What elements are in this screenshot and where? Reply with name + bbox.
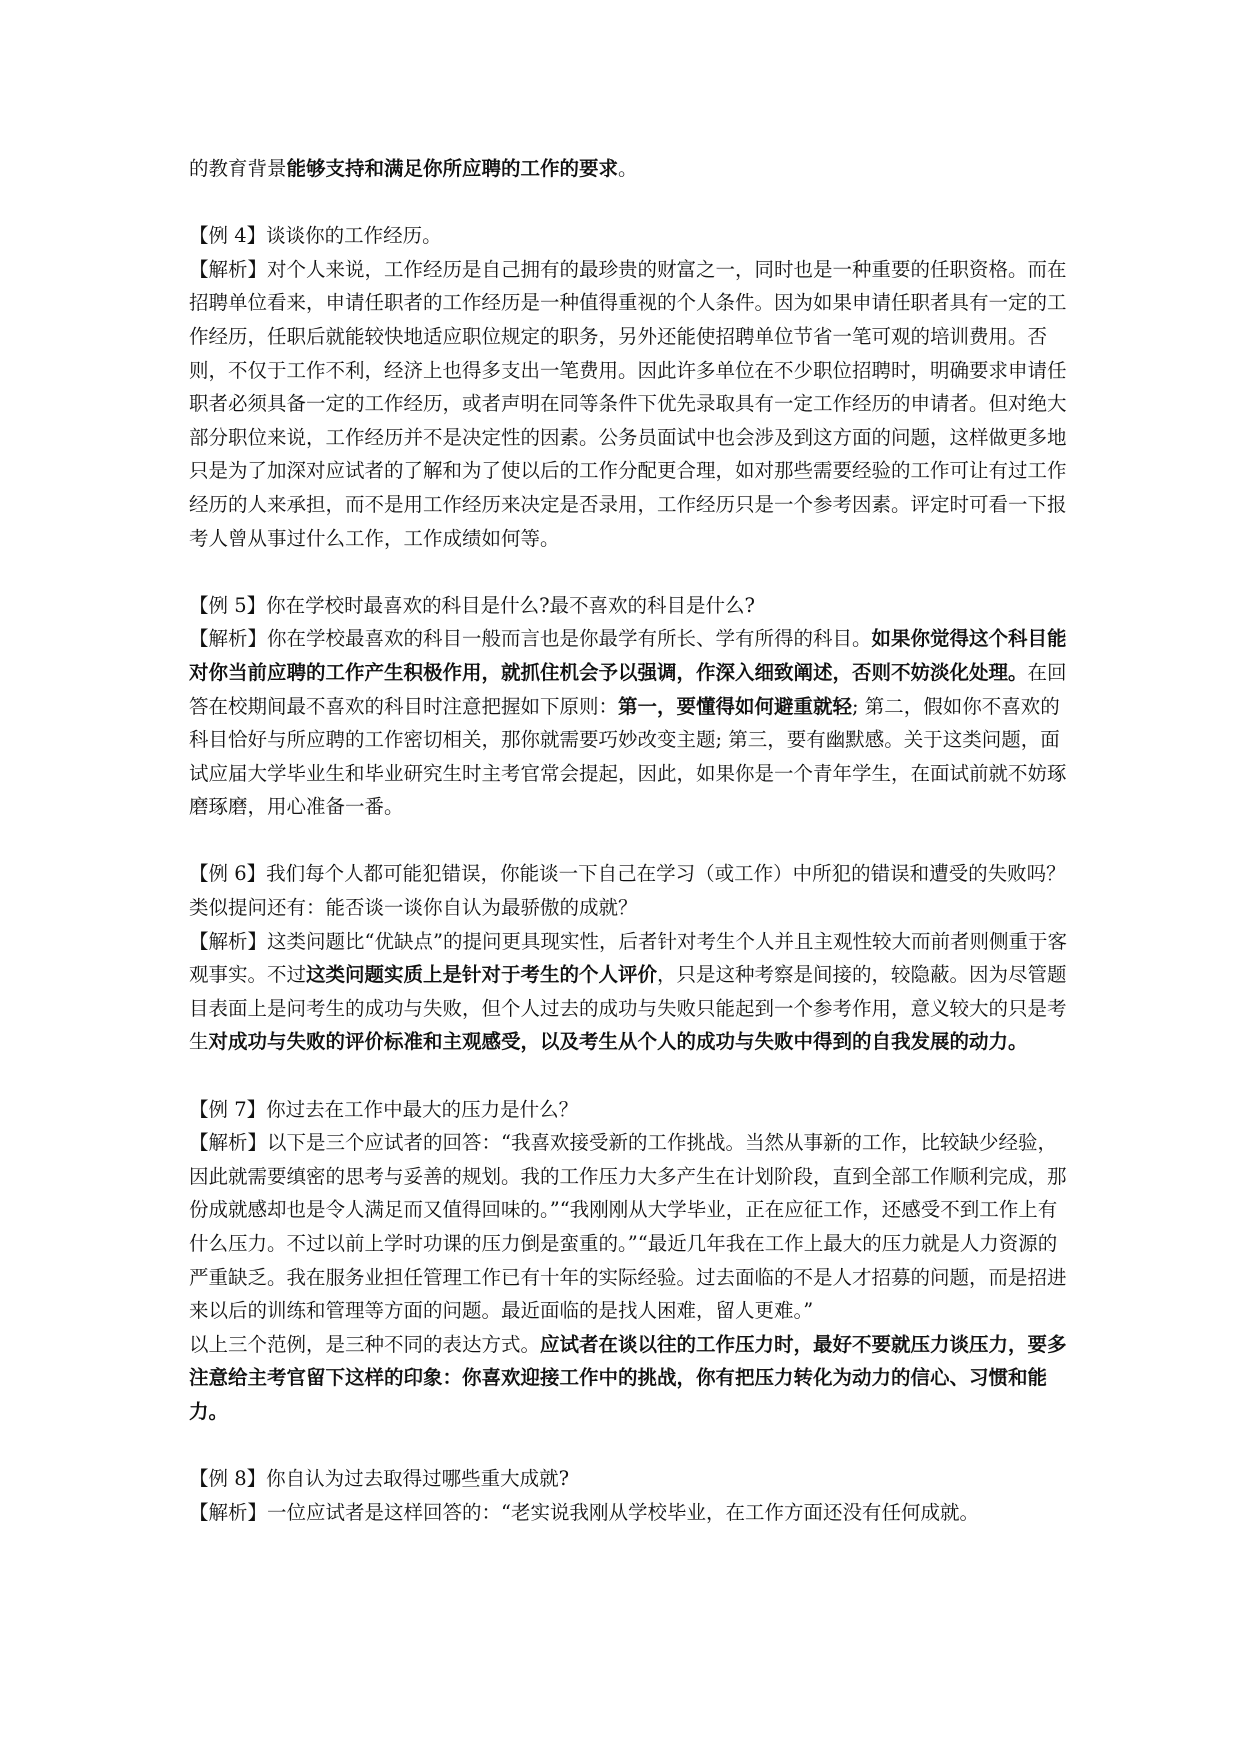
paragraph — [189, 1093, 1069, 1127]
paragraph — [189, 1126, 1069, 1328]
text: ; 第二，假如你不喜欢的科目恰好与所应聘的工作密切相关，那你就需要巧妙改变主题; 第三，要有幽默感。关于这类问题，面试应届大学毕业生和毕业研究生时主考官常会提起，因此，如果你是一个青年学生，在面试前就不妨琢磨琢磨，用心准备一番。 — [189, 694, 1067, 819]
paragraph — [189, 152, 1069, 186]
blank-line — [189, 824, 1069, 858]
bold-text: 应试者在谈以往的工作压力时，最好不要就压力谈压力，要多注意给主考官留下这样的印象：你喜欢迎接工作中的挑战，你有把压力转化为动力的信心、习惯和能力。 — [189, 1332, 1067, 1423]
text: 【例 5】你在学校时最喜欢的科目是什么?最不喜欢的科目是什么? — [189, 593, 756, 617]
paragraph — [189, 622, 1069, 824]
paragraph — [189, 589, 1069, 623]
blank-line — [189, 1429, 1069, 1463]
text: ，只是这种考察是间接的，较隐蔽。因为尽管题目表面上是问考生的成功与失败，但个人过去的成功与失败只能起到一个参考作用，意义较大的只是考生 — [189, 963, 1067, 1054]
blank-line — [189, 1059, 1069, 1093]
text: 在回答在校期间最不喜欢的科目时注意把握如下原则： — [189, 660, 1067, 718]
paragraph — [189, 925, 1069, 1059]
text: 【解析】这类问题比“优缺点”的提问更具现实性，后者针对考生个人并且主观性较大而前者则侧重于客观事实。不过 — [189, 929, 1067, 987]
paragraph — [189, 1462, 1069, 1496]
paragraph — [189, 857, 1069, 924]
paragraph — [189, 253, 1069, 555]
bold-text: 如果你觉得这个科目能对你当前应聘的工作产生积极作用，就抓住机会予以强调，作深入细致阐述，否则不妨淡化处理。 — [189, 627, 1067, 684]
paragraph — [189, 1496, 1069, 1530]
text: 。 — [618, 157, 638, 180]
bold-text: 对成功与失败的评价标准和主观感受，以及考生从个人的成功与失败中得到的自我发展的动力。 — [208, 1030, 1028, 1054]
paragraph — [189, 219, 1069, 253]
bold-text: 第一，要懂得如何避重就轻 — [618, 694, 853, 718]
blank-line — [189, 555, 1069, 589]
text: 【例 4】谈谈你的工作经历。 — [189, 224, 442, 248]
text: 【例 6】我们每个人都可能犯错误，你能谈一下自己在学习（或工作）中所犯的错误和遭受的失败吗？类似提问还有：能否谈一谈你自认为最骄傲的成就？ — [189, 862, 1066, 920]
text: 【解析】你在学校最喜欢的科目一般而言也是你最学有所长、学有所得的科目。 — [189, 627, 872, 651]
text: 【例 8】你自认为过去取得过哪些重大成就? — [189, 1467, 570, 1491]
blank-line — [189, 186, 1069, 220]
paragraph — [189, 1328, 1069, 1429]
text: 以上三个范例，是三种不同的表达方式。 — [189, 1332, 541, 1356]
text: 的教育背景 — [189, 157, 287, 180]
text: 【解析】以下是三个应试者的回答：“我喜欢接受新的工作挑战。当然从事新的工作，比较缺少经验，因此就需要缜密的思考与妥善的规划。我的工作压力大多产生在计划阶段，直到全部工作顺利完成，那份成就感却也是令人满足而又值得回味的。”“我刚刚从大学毕业，正在应征工作，还感受不到工作上有什么压力。不过以前上学时功课的压力倒是蛮重的。”“最近几年我在工作上最大的压力就是人力资源的严重缺乏。我在服务业担任管理工作已有十年的实际经验。过去面临的不是人才招募的问题，而是招进来以后的训练和管理等方面的问题。最近面临的是找人困难，留人更难。” — [189, 1131, 1067, 1323]
text: 【解析】一位应试者是这样回答的：“老实说我刚从学校毕业，在工作方面还没有任何成就。 — [189, 1500, 979, 1524]
text: 【例 7】你过去在工作中最大的压力是什么？ — [189, 1097, 579, 1121]
document-page — [189, 152, 1069, 1529]
bold-text: 这类问题实质上是针对于考生的个人评价 — [306, 963, 658, 987]
bold-text: 能够支持和满足你所应聘的工作的要求 — [286, 157, 619, 180]
text: 【解析】对个人来说，工作经历是自己拥有的最珍贵的财富之一，同时也是一种重要的任职资格。而在招聘单位看来，申请任职者的工作经历是一种值得重视的个人条件。因为如果申请任职者具有一定的工作经历，任职后就能较快地适应职位规定的职务，另外还能使招聘单位节省一笔可观的培训费用。否则，不仅于工作不利，经济上也得多支出一笔费用。因此许多单位在不少职位招聘时，明确要求申请任职者必须具备一定的工作经历，或者声明在同等条件下优先录取具有一定工作经历的申请者。但对绝大部分职位来说，工作经历并不是决定性的因素。公务员面试中也会涉及到这方面的问题，这样做更多地只是为了加深对应试者的了解和为了使以后的工作分配更合理，如对那些需要经验的工作可让有过工作经历的人来承担，而不是用工作经历来决定是否录用，工作经历只是一个参考因素。评定时可看一下报考人曾从事过什么工作，工作成绩如何等。 — [189, 257, 1067, 550]
